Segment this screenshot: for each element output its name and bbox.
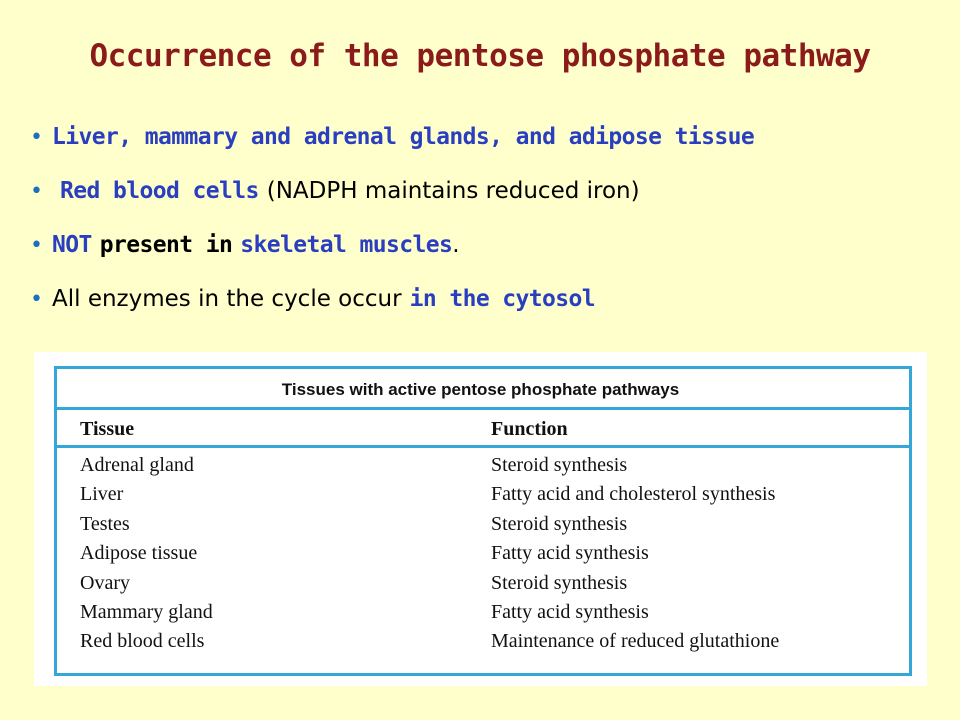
tissue-table <box>34 352 927 686</box>
table-rule <box>57 407 909 410</box>
table-header-function: Function <box>491 418 568 440</box>
table-top-rule <box>54 366 912 369</box>
cell-function: Maintenance of reduced glutathione <box>491 630 780 653</box>
cell-function: Fatty acid synthesis <box>491 542 649 565</box>
bullet-text: present in <box>99 232 233 258</box>
table-row <box>80 454 900 483</box>
bullet-dot-icon: • <box>30 124 43 150</box>
bullet-list <box>30 110 950 326</box>
table-header-tissue: Tissue <box>80 418 135 440</box>
table-row <box>80 483 900 512</box>
bullet-text: (NADPH maintains reduced iron) <box>266 178 640 204</box>
bullet-dot-icon: • <box>30 286 43 312</box>
table-row <box>80 542 900 571</box>
cell-function: Steroid synthesis <box>491 571 628 594</box>
bullet-text: Liver, mammary and adrenal glands, and adipose tissue <box>52 124 755 150</box>
table-title: Tissues with active pentose phosphate pathways <box>281 380 680 399</box>
table-row <box>80 601 900 630</box>
cell-tissue: Liver <box>80 483 124 506</box>
cell-tissue: Red blood cells <box>80 630 205 653</box>
bullet-item <box>30 164 950 218</box>
table-body <box>80 454 900 660</box>
table-row <box>80 513 900 542</box>
cell-function: Fatty acid and cholesterol synthesis <box>491 483 776 506</box>
cell-tissue: Mammary gland <box>80 600 213 623</box>
cell-tissue: Ovary <box>80 571 130 594</box>
bullet-emphasis: skeletal muscles <box>240 232 453 258</box>
bullet-text: All enzymes in the cycle occur <box>52 286 402 312</box>
bullet-dot-icon: • <box>30 232 43 258</box>
cell-function: Steroid synthesis <box>491 454 628 476</box>
bullet-emphasis: NOT <box>52 232 92 258</box>
cell-tissue: Adipose tissue <box>80 542 198 565</box>
cell-tissue: Testes <box>80 512 130 535</box>
bullet-punctuation: . <box>452 232 460 258</box>
slide-title: Occurrence of the pentose phosphate pathway <box>89 38 871 74</box>
cell-function: Fatty acid synthesis <box>491 600 649 623</box>
bullet-item <box>30 110 950 164</box>
bullet-emphasis: in the cytosol <box>409 286 596 312</box>
bullet-emphasis: Red blood cells <box>60 178 259 204</box>
cell-function: Steroid synthesis <box>491 512 628 535</box>
table-row <box>80 630 900 659</box>
table-rule <box>57 445 909 448</box>
bullet-dot-icon: • <box>30 178 43 204</box>
bullet-item <box>30 272 950 326</box>
cell-tissue: Adrenal gland <box>80 454 194 476</box>
table-row <box>80 572 900 601</box>
bullet-item <box>30 218 950 272</box>
